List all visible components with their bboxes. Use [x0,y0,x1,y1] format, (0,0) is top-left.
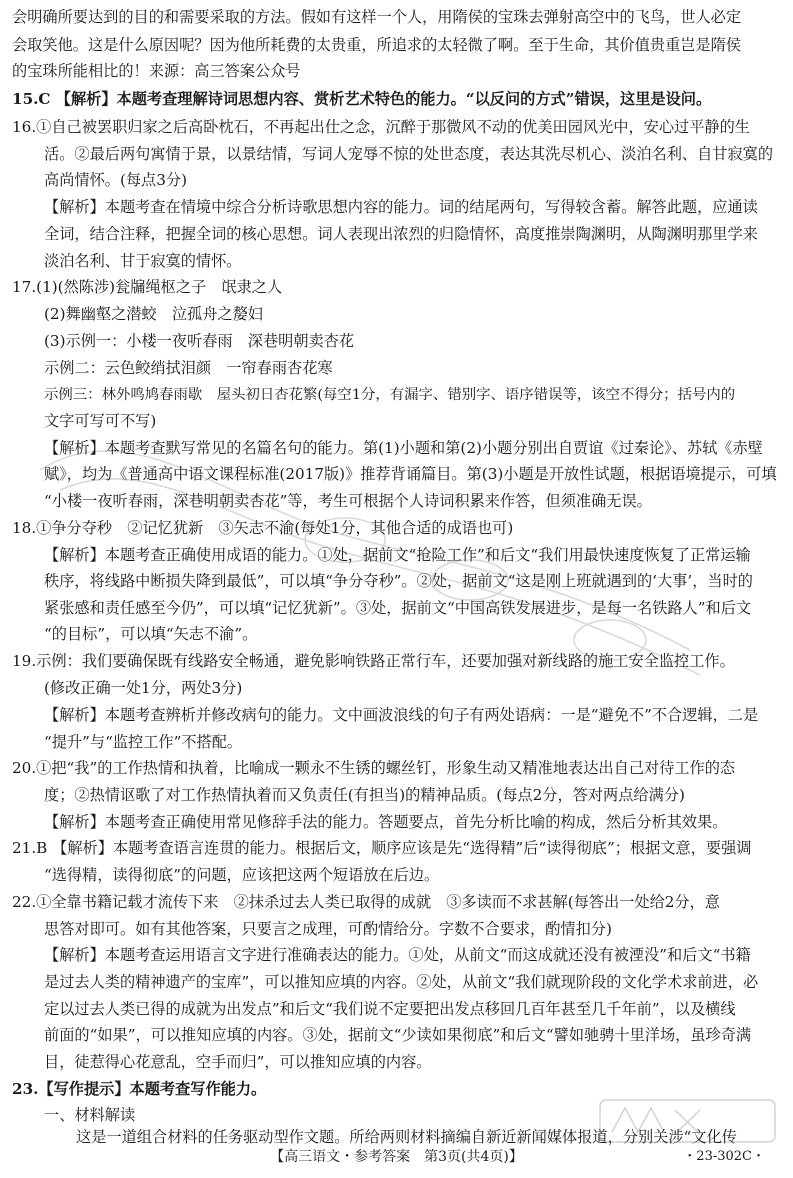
analysis-18: 【解析】本题考查正确使用成语的能力。①处，据前文“抢险工作”和后文“我们用最快速度恢复了正常运输 [44,546,751,564]
answer-16: 16.①自己被罢职归家之后高卧枕石，不再起出仕之念，沉醉于那微风不动的优美田园风光中，安心过平静的生 [12,118,750,136]
section-heading: 一、材料解读 [44,1106,136,1124]
answer-23: 23.【写作提示】本题考查写作能力。 [12,1080,267,1098]
text-line: 活。②最后两句寓情于景，以景结情，写词人宠辱不惊的处世态度，表达其洗尽机心、淡泊名利、自甘寂寞的 [44,145,773,163]
text-line: “的目标”，可以填“矢志不渝”。 [44,625,258,643]
text-line: 前面的“如果”，可以推知应填的内容。③处，据前文“少读如果彻底”和后文“譬如驰骋十里洋场，虽珍奇满 [44,1026,752,1044]
text-line: 赋》，均为《普通高中语文课程标准(2017版)》推荐背诵篇目。第(3)小题是开放性试题，根据语境提示，可填 [44,465,777,483]
answer-18: 18.①争分夺秒 ②记忆犹新 ③矢志不渝(每处1分，其他合适的成语也可) [12,519,514,537]
text-line: 这是一道组合材料的任务驱动型作文题。所给两则材料摘编自新近新闻媒体报道，分别关涉“文化传 [76,1128,737,1146]
text-line: 秩序，将线路中断损失降到最低”，可以填“争分夺秒”。②处，据前文“这是刚上班就遇到的‘大事’，当时的 [44,572,753,590]
text-line: 文字可写可不写) [44,412,157,430]
footer-label: 【高三语文・参考答案 第3页(共4页)】 [270,1149,523,1165]
analysis-19: 【解析】本题考查辨析并修改病句的能力。文中画波浪线的句子有两处语病：一是“避免不”不合逻辑，二是 [44,706,759,724]
text-line: “提升”与“监控工作”不搭配。 [44,733,243,751]
answer-19: 19.示例：我们要确保既有线路安全畅通，避免影响铁路正常行车，还要加强对新线路的施工安全监控工作。 [12,652,735,670]
text-line: 全词，结合注释，把握全词的核心思想。词人表现出浓烈的归隐情怀，高度推崇陶渊明，从陶渊明那里学来 [44,225,758,243]
text-line: (3)示例一：小楼一夜听春雨 深巷明朝卖杏花 [44,332,355,350]
text-line: 示例二：云色鲛绡拭泪颜 一帘春雨杏花寒 [44,359,333,377]
analysis-16: 【解析】本题考查在情境中综合分析诗歌思想内容的能力。词的结尾两句，写得较含蓄。解答此题，应通读 [44,198,758,216]
answer-22: 22.①全靠书籍记载才流传下来 ②抹杀过去人类已取得的成就 ③多读而不求甚解(每答出一处给2分，意 [12,893,720,911]
analysis-20: 【解析】本题考查正确使用常见修辞手法的能力。答题要点，首先分析比喻的构成，然后分析其效果。 [44,813,728,831]
text-line: (2)舞幽壑之潜蛟 泣孤舟之嫠妇 [44,305,263,323]
text-line: 目，徒惹得心花意乱，空手而归”，可以推知应填的内容。 [44,1053,432,1071]
text-line: 紧张感和责任感至今仍”，可以填“记忆犹新”。③处，据前文“中国高铁发展进步，是每一名铁路人”和后文 [44,599,752,617]
text-line: 是过去人类的精神遗产的宝库”，可以推知应填的内容。②处，从前文“我们就现阶段的文化学术求前进，必 [44,973,759,991]
text-line: 会取笑他。这是什么原因呢？因为他所耗费的太贵重，所追求的太轻微了啊。至于生命，其价值贵重岂是隋侯 [12,36,741,54]
answer-20: 20.①把“我”的工作热情和执着，比喻成一颗永不生锈的螺丝钉，形象生动又精准地表达出自己对待工作的态 [12,759,736,777]
text-line: 度；②热情讴歌了对工作热情执着而又负责任(有担当)的精神品质。(每点2分，答对两点给满分) [44,786,685,804]
text-line: 的宝珠所能相比的！来源：高三答案公众号 [12,62,301,80]
analysis-17: 【解析】本题考查默写常见的名篇名句的能力。第(1)小题和第(2)小题分别出自贾谊《过秦论》、苏轼《赤壁 [44,439,763,457]
text-line: 示例三：林外鸣鸠春雨歇 屋头初日杏花繁(每空1分，有漏字、错别字、语序错误等，该空不得分；括号内的 [44,387,736,403]
text-line: (修改正确一处1分，两处3分) [44,679,243,697]
answer-17: 17.(1)(然陈涉)瓮牖绳枢之子 氓隶之人 [12,278,283,296]
page-footer [0,1147,793,1167]
text-line: “小楼一夜听春雨，深巷明朝卖杏花”等，考生可根据个人诗词积累来作答，但须准确无误。 [44,492,652,510]
answer-21: 21.B 【解析】本题考查语言连贯的能力。根据后文，顺序应该是先“选得精”后“读得彻底”；根据文意，要强调 [12,839,752,857]
footer-code: ・23-302C・ [683,1149,765,1164]
text-line: “选得精，读得彻底”的问题，应该把这两个短语放在后边。 [44,866,440,884]
text-line: 会明确所要达到的目的和需要采取的方法。假如有这样一个人，用隋侯的宝珠去弹射高空中的飞鸟，世人必定 [12,8,741,26]
analysis-22: 【解析】本题考查运用语言文字进行准确表达的能力。①处，从前文“而这成就还没有被湮没”和后文“书籍 [44,946,751,964]
text-line: 定以过去人类已得的成就为出发点”和后文“我们说不定要把出发点移回几百年甚至几千年前”，以及横线 [44,1000,736,1018]
text-line: 高尚情怀。(每点3分) [44,171,188,189]
answer-15: 15.C 【解析】本题考查理解诗词思想内容、赏析艺术特色的能力。“以反问的方式”错误，这里是设问。 [12,90,712,108]
text-line: 思答对即可。如有其他答案，只要言之成理，可酌情给分。字数不合要求，酌情扣分) [44,920,612,938]
text-line: 淡泊名利、甘于寂寞的情怀。 [44,252,242,270]
